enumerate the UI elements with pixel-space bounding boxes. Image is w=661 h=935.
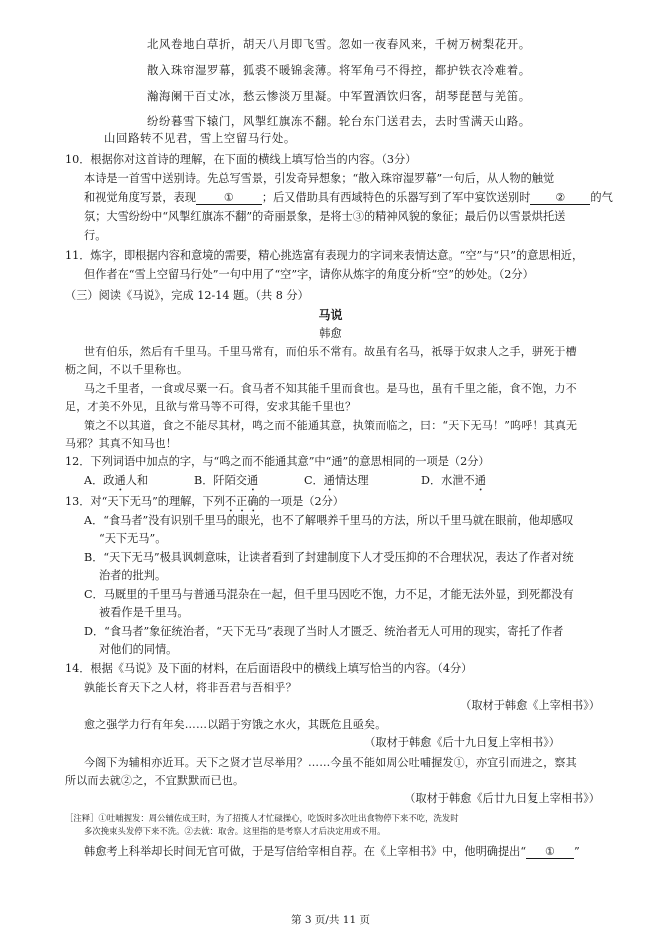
q12-stem: 12．下列词语中加点的字，与“鸣之而不能通其意”中“通”的意思相同的一项是（2分） <box>65 455 490 468</box>
annotation-line-2: 多次挽束头发停下来不洗。②去就：取舍。这里指的是考察人才后决定用或不用。 <box>84 826 386 836</box>
poem-line-4: 纷纷暮雪下辕门，风掣红旗冻不翻。轮台东门送君去，去时雪满天山路。 <box>147 114 531 128</box>
poem-line-1: 北风卷地白草折，胡天八月即飞雪。忽如一夜春风来，千树万树梨花开。 <box>147 37 531 51</box>
q11-stem-1: 11．炼字，即根据内容和意境的需要，精心挑选富有表现力的字词来表情达意。“空”与“只”的意思相近， <box>65 249 584 262</box>
q10-line-4: 氛；大雪纷纷中“风掣红旗冻不翻”的奇丽景象，是将士③的精神风貌的象征；最后仍以雪景烘托送 <box>84 210 566 223</box>
q13-option-a-1[interactable]: A．“食马者”没有识别千里马的眼光，也不了解喂养千里马的方法，所以千里马就在眼前，他却感叹 <box>84 514 574 527</box>
passage-p2-b: 足，才美不外见，且欲与常马等不可得，安求其能千里也？ <box>65 400 357 413</box>
q12-option-b-dotted: 通 <box>247 474 259 487</box>
q12-option-d-dotted: 通 <box>474 474 486 487</box>
poem-line-3: 瀚海阑干百丈冰，愁云惨淡万里凝。中军置酒饮归客，胡琴琵琶与羌笛。 <box>147 89 531 103</box>
q12-option-c-dotted: 通 <box>323 474 335 487</box>
passage-author: 韩愈 <box>319 327 342 340</box>
q10-stem: 10．根据你对这首诗的理解，在下面的横线上填写恰当的内容。（3分） <box>65 153 417 166</box>
q12-option-a-dotted: 通 <box>114 474 126 487</box>
passage-p3-b: 马邪？其真不知马也！ <box>65 437 177 450</box>
q13-stem-dot-2: 正 <box>236 495 248 508</box>
q12-option-a-post: 人和 <box>125 474 149 487</box>
q10-line-3-c: 的气 <box>590 191 613 204</box>
q12-option-a-label: A． <box>84 474 104 487</box>
q14-material-3-b: 所以而去就②之，不宜默默而已也。 <box>65 774 245 787</box>
q10-line-3 <box>84 190 613 205</box>
q13-stem-a: 13．对“天下无马”的理解，下列 <box>65 495 225 508</box>
passage-p1-a: 世有伯乐，然后有千里马。千里马常有，而伯乐不常有。故虽有名马，祇辱于奴隶人之手，骈死于槽 <box>84 345 577 358</box>
q12-option-b-pre: 阡陌交 <box>213 474 247 487</box>
q13-option-a-2: “天下无马”。 <box>99 532 167 545</box>
q12-option-c-post: 情达理 <box>334 474 369 487</box>
q14-material-1-source: （取材于韩愈《上宰相书》） <box>460 699 600 712</box>
q13-option-b-1[interactable]: B．“天下无马”极具讽刺意味，让读者看到了封建制度下人才受压抑的不合理状况，表达了作者对统 <box>84 551 574 564</box>
q10-blank-1[interactable]: ① <box>196 191 262 205</box>
q14-material-1: 孰能长育天下之人材，将非吾君与吾相乎？ <box>84 681 297 694</box>
q11-stem-2: 但作者在“雪上空留马行处”一句中用了“空”字，请你从炼字的角度分析“空”的妙处。（2分） <box>84 268 534 281</box>
q14-stem: 14．根据《马说》及下面的材料，在后面语段中的横线上填写恰当的内容。（4分） <box>65 662 473 675</box>
q10-line-5: 行。 <box>84 229 107 242</box>
q10-blank-2[interactable]: ② <box>530 191 590 205</box>
q14-answer-text: 韩愈考上科举却长时间无官可做，于是写信给宰相自荐。在《上宰相书》中，他明确提出“ <box>84 845 527 858</box>
q12-option-c[interactable] <box>304 473 369 494</box>
section-3-heading: （三）阅读《马说》，完成 12-14 题。（共 8 分） <box>65 289 309 302</box>
passage-p1-b: 枥之间，不以千里称也。 <box>65 363 189 376</box>
q13-option-c-1[interactable]: C．马厩里的千里马与普通马混杂在一起，但千里马因吃不饱，力不足，才能无法外显，到死都没有 <box>84 588 574 601</box>
q14-material-3-a: 今阁下为辅相亦近耳。天下之贤才岂尽举用？……今虽不能如周公吐哺握发①，亦宜引而进之，察其 <box>84 756 577 769</box>
passage-p3-a: 策之不以其道，食之不能尽其材，鸣之而不能通其意，执策而临之，曰：“天下无马！”呜呼！其真无 <box>84 419 578 432</box>
q12-option-b-label: B． <box>194 474 214 487</box>
q14-answer-line <box>84 844 580 859</box>
q13-option-c-2: 被看作是千里马。 <box>99 606 189 619</box>
q10-line-3-a: 和视觉角度写景，表现 <box>84 191 196 204</box>
q14-blank-1[interactable]: ① <box>526 845 574 859</box>
annotation-line-1: ［注释］①吐哺握发：周公辅佐成王时，为了招揽人才忙碌操心，吃饭时多次吐出食物停下来不吃，洗发时 <box>65 813 459 823</box>
page-footer: 第 3 页/共 11 页 <box>291 914 370 926</box>
q12-option-a[interactable] <box>84 473 148 494</box>
poem-line-2: 散入珠帘湿罗幕，狐裘不暖锦衾薄。将军角弓不得控，都护铁衣冷难着。 <box>147 63 531 77</box>
q13-option-d-1[interactable]: D．“食马者”象征统治者，“天下无马”表现了当时人才匮乏、统治者无人可用的现实，寄托了作者 <box>84 625 564 638</box>
q12-option-b[interactable] <box>194 473 258 494</box>
q13-stem <box>65 494 344 515</box>
q14-answer-close-quote: ” <box>574 845 580 858</box>
passage-title: 马说 <box>318 308 343 322</box>
q13-option-b-2: 治者的批判。 <box>99 569 167 582</box>
q13-stem-dot-1: 不 <box>224 495 237 508</box>
q14-material-3-source: （取材于韩愈《后廿九日复上宰相书》） <box>404 792 600 805</box>
q12-option-c-label: C． <box>304 474 324 487</box>
q14-material-2-source: （取材于韩愈《后十九日复上宰相书》） <box>364 736 560 749</box>
q12-option-d-pre: 水泄不 <box>441 474 475 487</box>
q13-option-d-2: 对他们的同情。 <box>99 643 178 656</box>
q13-stem-b: 的一项是（2分） <box>258 495 344 508</box>
q13-stem-dot-3: 确 <box>247 495 259 508</box>
q10-line-2: 本诗是一首雪中送别诗。先总写雪景，引发奇异想象；“散入珠帘湿罗幕”一句后，从人物的触觉 <box>84 172 555 185</box>
q12-option-d[interactable] <box>421 473 486 494</box>
q14-material-2: 愈之强学力行有年矣……以蹈于穷饿之水火，其既危且亟矣。 <box>84 718 387 731</box>
q12-option-a-pre: 政 <box>103 474 115 487</box>
poem-line-5: 山回路转不见君，雪上空留马行处。 <box>104 131 296 145</box>
q12-option-d-label: D． <box>421 474 442 487</box>
q10-line-3-b: ；后又借助具有西域特色的乐器写到了军中宴饮送别时 <box>261 191 531 204</box>
passage-p2-a: 马之千里者，一食或尽粟一石。食马者不知其能千里而食也。是马也，虽有千里之能，食不饱，力不 <box>84 382 577 395</box>
